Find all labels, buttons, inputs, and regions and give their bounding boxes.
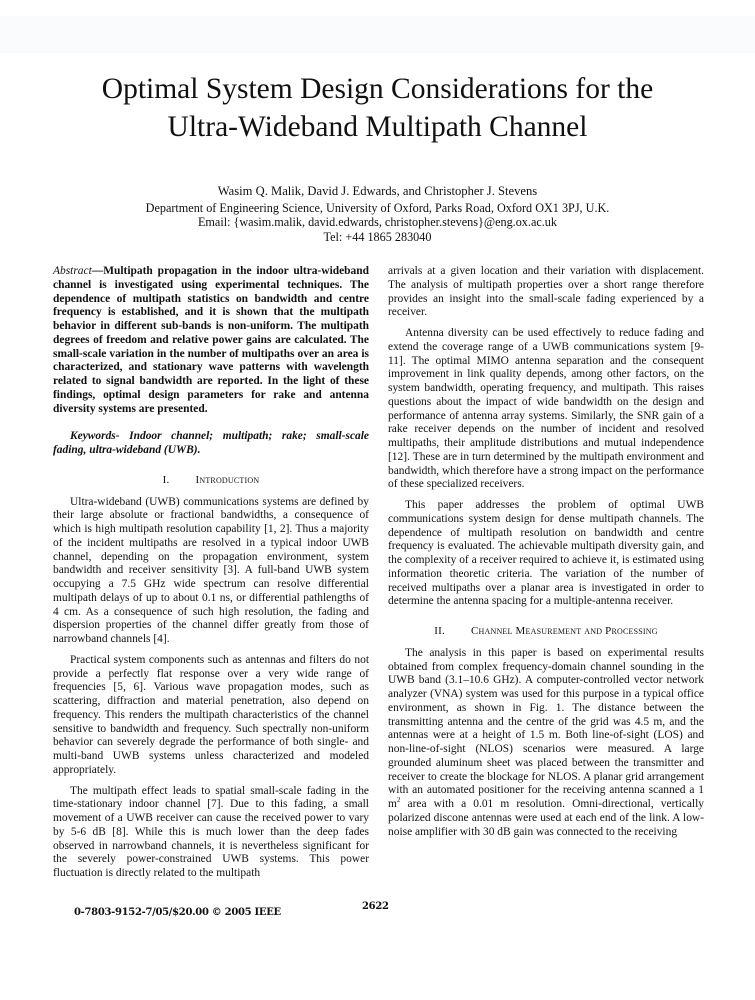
copyright-notice: 0-7803-9152-7/05/$20.00 © 2005 IEEE bbox=[74, 907, 281, 918]
abstract-text: Multipath propagation in the indoor ultra-wideband channel is investigated using experimental techniques. The dependence of multipath statistics on bandwidth and centre frequency is established, and it is shown that the multipath behavior in different sub-bands is non-uniform. The multipath degrees of freedom and relative power gains are calculated. The small-scale variation in the number of multipaths over an area is characterized, and stationary wave patterns with wavelength related to signal bandwidth are reported. In the light of these findings, optimal design parameters for rake and antenna diversity systems are presented. bbox=[53, 265, 369, 415]
section-title: Channel Measurement and Processing bbox=[470, 625, 658, 637]
title-line-1: Optimal System Design Considerations for the bbox=[101, 73, 654, 105]
paragraph: The multipath effect leads to spatial small-scale fading in the time-stationary indoor channel [7]. Due to this fading, a small movement of a UWB receiver can cause the received power to vary by 5-6 dB [8]. While this is much lower than the deep fades observed in narrowband channels, it is nevertheless significant for the severely power-constrained UWB systems. This power fluctuation is directly related to the multipath bbox=[53, 784, 369, 879]
paper-title bbox=[0, 70, 755, 146]
author-block bbox=[0, 184, 755, 244]
paragraph: This paper addresses the problem of optimal UWB communications system design for dense multipath channels. The dependence of multipath resolution on bandwidth and centre frequency is evaluated. The achievable multipath diversity gain, and the complexity of a receiver required to achieve it, is estimated using information theoretic criteria. The variation of the number of received multipaths over a planar area is investigated in order to determine the antenna spacing for a multiple-antenna receiver. bbox=[388, 499, 704, 608]
paragraph-text: The analysis in this paper is based on experimental results obtained from complex frequency-domain channel sounding in the UWB band (3.1–10.6 GHz). A computer-controlled vector network analyzer (VNA) system was used for this purpose in a typical office environment, as shown in Fig. 1. The distance between the transmitting antenna and the centre of the grid was 4.5 m, and the antennas were at a height of 1.5 m. Both line-of-sight (LOS) and non-line-of-sight (NLOS) scenarios were measured. A large grounded aluminum sheet was placed between the transmitter and receiver to create the blockage for NLOS. A planar grid arrangement with an automated positioner for the receiving antenna scanned a 1 m bbox=[388, 646, 704, 810]
paragraph bbox=[388, 647, 704, 840]
abstract bbox=[53, 265, 369, 416]
section-heading-channel-measurement bbox=[388, 625, 704, 639]
abstract-label: Abstract bbox=[53, 265, 92, 277]
paragraph-continued: arrivals at a given location and their variation with displacement. The analysis of multipath properties over a short range therefore provides an insight into the small-scale fading experienced by a receiver. bbox=[388, 265, 704, 319]
right-column bbox=[388, 265, 704, 839]
paragraph: Antenna diversity can be used effectively to reduce fading and extend the coverage range of a UWB communications system [9-11]. The optimal MIMO antenna separation and the consequent improvement in link quality depends, among other factors, on the system bandwidth, operating frequency, and multipath. This raises questions about the impact of wide bandwidth on the design and performance of antenna array systems. Similarly, the SNR gain of a rake receiver depends on the number of incident and resolved multipaths, their amplitude distributions and mutual independence [12]. These are in turn determined by the multipath environment and bandwidth, which therefore have a strong impact on the performance of these specialized receivers. bbox=[388, 327, 704, 491]
section-number: I. bbox=[162, 473, 170, 486]
keywords: Keywords- Indoor channel; multipath; rake; small-scale fading, ultra-wideband (UWB). bbox=[53, 430, 369, 456]
author-names: Wasim Q. Malik, David J. Edwards, and Christopher J. Stevens bbox=[217, 184, 538, 198]
paragraph-text: area with a 0.01 m resolution. Omni-directional, vertically polarized discone antennas were used at each end of the link. A low-noise amplifier with 30 dB gain was connected to the receiving bbox=[388, 798, 704, 838]
left-column bbox=[53, 265, 369, 881]
page-number: 2622 bbox=[362, 901, 389, 912]
section-number: II. bbox=[434, 625, 445, 637]
superscript: 2 bbox=[396, 796, 401, 805]
section-heading-introduction bbox=[53, 474, 369, 488]
top-band bbox=[0, 16, 755, 53]
paragraph: Practical system components such as antennas and filters do not provide a perfectly flat response over a very wide range of frequencies [5, 6]. Various wave propagation modes, such as scattering, diffraction and material penetration, also depend on frequency. This renders the multipath characteristics of the channel sensitive to bandwidth and frequency. Such spectrally non-uniform behavior can severely degrade the performance of both single- and multi-band UWB systems unless characterized and modeled appropriately. bbox=[53, 653, 369, 776]
email: Email: {wasim.malik, david.edwards, christopher.stevens}@eng.ox.ac.uk bbox=[197, 215, 557, 229]
section-title: Introduction bbox=[195, 473, 260, 486]
affiliation: Department of Engineering Science, University of Oxford, Parks Road, Oxford OX1 3PJ, U.K. bbox=[145, 200, 610, 215]
abstract-dash: — bbox=[91, 265, 104, 277]
paragraph: Ultra-wideband (UWB) communications systems are defined by their large absolute or fractional bandwidths, a consequence of which is high multipath resolution capability [1, 2]. Thus a majority of the incident multipaths are resolved in a typical indoor UWB channel, depending on the propagation environment, system bandwidth and receiver sensitivity [3]. A full-band UWB system occupying a 7.5 GHz wide spectrum can resolve differential multipath delays of up to about 0.1 ns, or differential pathlengths of 4 cm. As a consequence of such high resolution, the fading and dispersion properties of the channel differ greatly from those of narrowband channels [4]. bbox=[53, 495, 369, 645]
telephone: Tel: +44 1865 283040 bbox=[323, 229, 432, 244]
title-line-2: Ultra-Wideband Multipath Channel bbox=[167, 111, 588, 143]
